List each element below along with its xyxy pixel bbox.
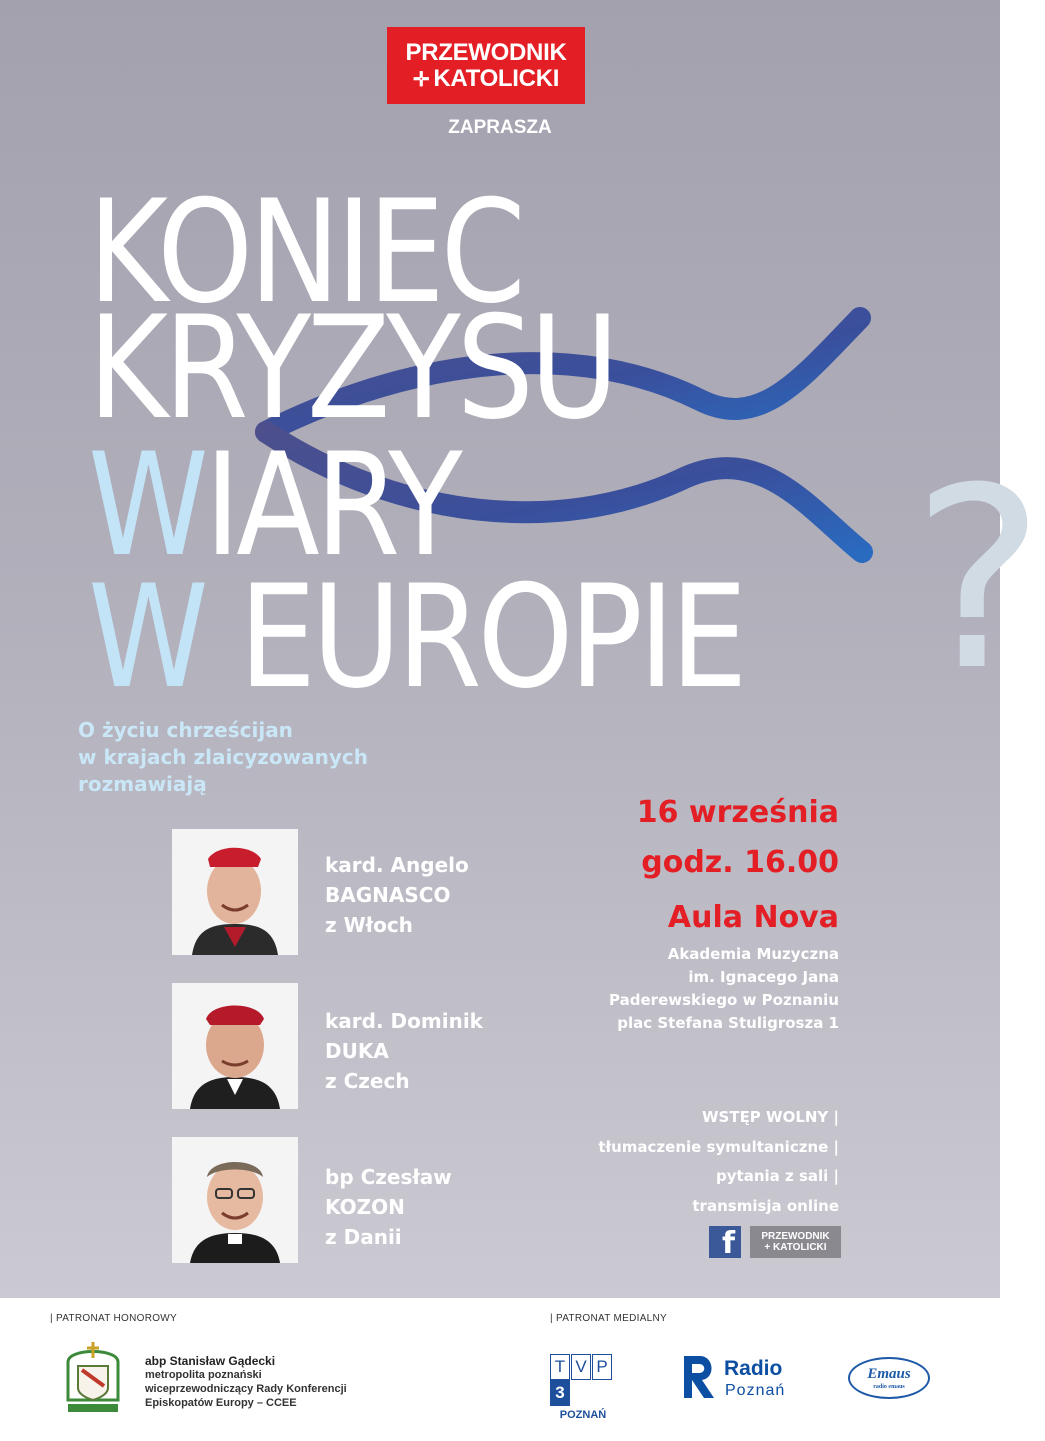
speaker-surname: BAGNASCO [325, 883, 451, 907]
przewodnik-katolicki-small-logo[interactable] [750, 1226, 841, 1258]
facebook-icon[interactable]: f [709, 1226, 741, 1258]
title-line3-rest: IARY [204, 423, 459, 588]
speaker-duka [325, 1006, 483, 1096]
honorary-patron-text [145, 1354, 347, 1410]
small-logo-line1: PRZEWODNIK [761, 1231, 830, 1242]
invites-text: ZAPRASZA [448, 117, 552, 138]
event-address [609, 943, 839, 1035]
patron-line: Episkopatów Europy – CCEE [145, 1397, 297, 1409]
speaker-photo-duka [172, 983, 298, 1109]
speaker-surname: KOZON [325, 1195, 405, 1219]
speaker-photo-kozon [172, 1137, 298, 1263]
emaus-name: Emaus [867, 1366, 911, 1382]
przewodnik-katolicki-logo [387, 27, 585, 104]
media-patronage-label: | PATRONAT MEDIALNY [550, 1313, 668, 1324]
logo-line2: KATOLICKI [433, 65, 560, 92]
subtitle-line2: w krajach zlaicyzowanych [78, 745, 368, 769]
radio-poznan-r-icon [680, 1354, 720, 1400]
emaus-sub: radio emaus [873, 1384, 905, 1390]
speaker-kozon [325, 1162, 452, 1252]
address-line: im. Ignacego Jana [688, 968, 839, 986]
tvp-number: 3 [550, 1380, 570, 1406]
speaker-country: z Włoch [325, 913, 413, 937]
tvp-letter: P [592, 1354, 612, 1380]
title-line1: KONIEC [88, 170, 522, 335]
info-line: tłumaczenie symultaniczne | [598, 1137, 839, 1156]
title-line2: KRYZYSU [88, 286, 615, 451]
event-info [598, 1103, 839, 1221]
patron-name: abp Stanisław Gądecki [145, 1354, 276, 1368]
speaker-title: kard. Dominik [325, 1009, 483, 1033]
radio-name[interactable]: Radio [724, 1357, 783, 1380]
speaker-title: kard. Angelo [325, 853, 469, 877]
title-line3-initial: W [88, 423, 205, 588]
tvp-letter: V [571, 1354, 591, 1380]
speaker-country: z Czech [325, 1069, 410, 1093]
honorary-patronage-label: | PATRONAT HONOROWY [50, 1313, 178, 1324]
tvp3-poznan-logo[interactable] [550, 1354, 630, 1421]
patron-line: metropolita poznański [145, 1369, 262, 1381]
radio-emaus-logo[interactable] [848, 1357, 930, 1399]
tvp-city: POZNAŃ [559, 1409, 607, 1421]
event-place: Aula Nova [667, 900, 839, 935]
subtitle-line3: rozmawiają [78, 772, 207, 796]
radio-city: Poznań [725, 1382, 786, 1399]
title-line4-initial: W [88, 555, 205, 720]
info-line: transmisja online [692, 1196, 839, 1215]
logo-line1: PRZEWODNIK [405, 39, 567, 66]
subtitle-line1: O życiu chrześcijan [78, 718, 293, 742]
small-logo-line2: + KATOLICKI [764, 1242, 827, 1253]
patron-line: wiceprzewodniczący Rady Konferencji [145, 1383, 347, 1395]
speaker-photo-bagnasco [172, 829, 298, 955]
address-line: Akademia Muzyczna [667, 945, 839, 963]
cross-icon: ✛ [412, 69, 430, 91]
event-time: godz. 16.00 [641, 845, 839, 880]
info-line: pytania z sali | [716, 1167, 839, 1185]
address-line: Paderewskiego w Poznaniu [609, 991, 839, 1009]
speaker-surname: DUKA [325, 1039, 389, 1063]
subtitle [78, 717, 368, 798]
info-line: WSTĘP WOLNY | [701, 1108, 839, 1126]
title-line4 [88, 555, 744, 720]
tvp-letter: T [550, 1354, 570, 1380]
speaker-bagnasco [325, 850, 469, 940]
question-mark: ? [912, 434, 1045, 725]
speaker-title: bp Czesław [325, 1165, 452, 1189]
speaker-country: z Danii [325, 1225, 402, 1249]
event-date: 16 września [636, 795, 839, 830]
title-line4-rest: EUROPIE [204, 555, 744, 720]
address-line: plac Stefana Stuligrosza 1 [617, 1014, 839, 1032]
coat-of-arms-icon [60, 1340, 126, 1418]
